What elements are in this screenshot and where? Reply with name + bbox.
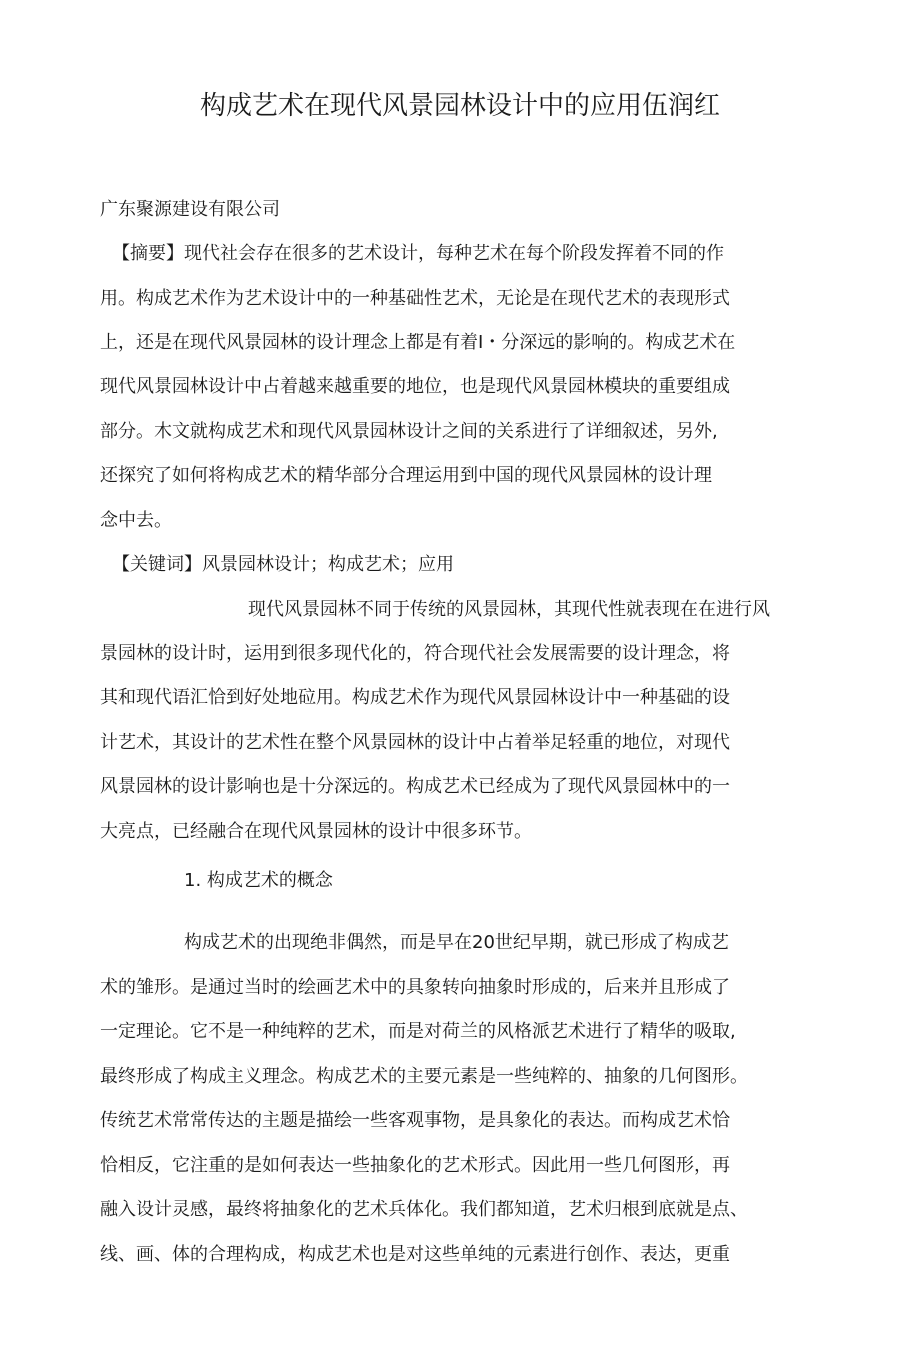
abstract-line: 念中去。 [100, 510, 172, 531]
company-name: 广东聚源建设有限公司 [100, 199, 280, 220]
abstract-line: 还探究了如何将构成艺术的精华部分合理运用到中国的现代风景园林的设计理 [100, 465, 712, 486]
section1-line: 恰相反，它注重的是如何表达一些抽象化的艺术形式。因此用一些几何图形，再 [100, 1155, 730, 1176]
section1-line: 融入设计灵感，最终将抽象化的艺术兵体化。我们都知道，艺术归根到底就是点、 [100, 1199, 748, 1220]
section1-line: 一定理论。它不是一种纯粹的艺术，而是对荷兰的风格派艺术进行了精华的吸取, [100, 1021, 736, 1042]
abstract-line: 【摘要】现代社会存在很多的艺术设计，每种艺术在每个阶段发挥着不同的作 [112, 243, 724, 264]
section1-line: 构成艺术的出现绝非偶然，而是早在20世纪早期，就已形成了构成艺 [184, 932, 729, 953]
intro-line: 大亮点，已经融合在现代风景园林的设计中很多环节。 [100, 821, 532, 842]
document-title: 构成艺术在现代风景园林设计中的应用伍润红 [199, 91, 720, 121]
intro-line: 其和现代语汇恰到好处地砬用。构成艺术作为现代风景园林设计中一种基础的设 [100, 687, 730, 708]
abstract-line: 用。构成艺术作为艺术设计中的一种基础性艺术，无论是在现代艺术的表现形式 [100, 288, 730, 309]
keywords: 【关键词】风景园林设计；构成艺术；应用 [112, 554, 454, 575]
intro-line: 现代风景园林不同于传统的风景园林，其现代性就表现在在进行风 [248, 599, 770, 620]
intro-line: 景园林的设计时，运用到很多现代化的，符合现代社会发展需要的设计理念，将 [100, 643, 730, 664]
intro-line: 风景园林的设计影响也是十分深远的。构成艺术已经成为了现代风景园林中的一 [100, 776, 730, 797]
abstract-line: 上，还是在现代风景园林的设计理念上都是有着I・分深远的影响的。构成艺术在 [100, 332, 736, 353]
section1-line: 线、画、体的合理构成，构成艺术也是对这些单纯的元素进行创作、表达，更重 [100, 1244, 730, 1265]
intro-line: 计艺术，其设计的艺术性在整个风景园林的设计中占着举足轻重的地位，对现代 [100, 732, 730, 753]
abstract-line: 部分。木文就构成艺术和现代风景园林设计之间的关系进行了详细叙述，另外, [100, 421, 718, 442]
abstract-line: 现代风景园林设计中占着越来越重要的地位，也是现代风景园林模块的重要组成 [100, 376, 730, 397]
section-heading: 1. 构成艺术的概念 [184, 870, 333, 891]
section1-line: 传统艺术常常传达的主题是描绘一些客观事物，是具象化的表达。而构成艺术恰 [100, 1110, 730, 1131]
section1-line: 最终形成了构成主义理念。构成艺术的主要元素是一些纯粹的、抽象的几何图形。 [100, 1066, 748, 1087]
section1-line: 术的雏形。是通过当时的绘画艺术中的具象转向抽象时形成的，后来并且形成了 [100, 977, 730, 998]
